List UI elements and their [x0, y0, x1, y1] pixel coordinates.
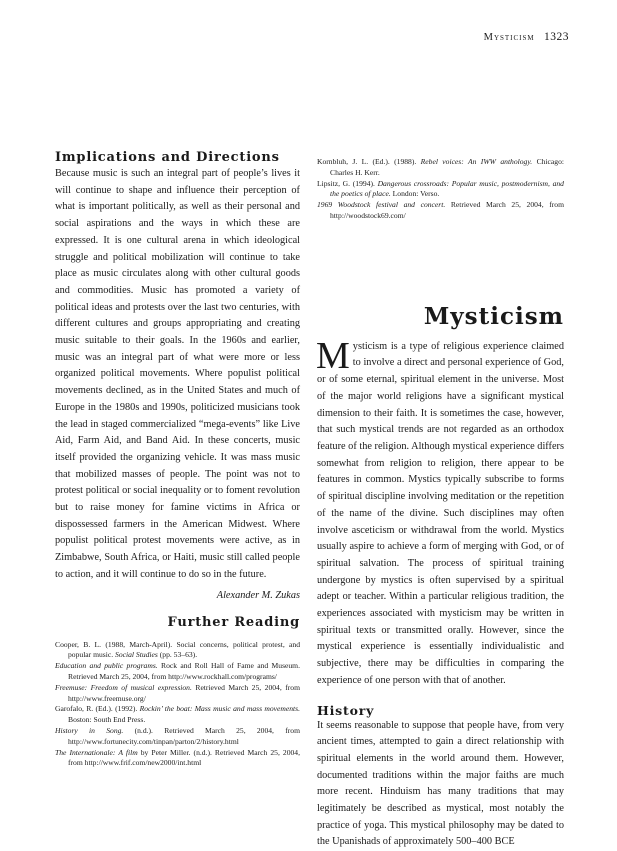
reference-item: Cooper, B. L. (1988, March-April). Social concerns, political protest, and popular music. Social Studies (pp. 53–63).	[55, 639, 300, 660]
reference-item: History in Song. (n.d.). Retrieved March 25, 2004, from http://www.fortunecity.com/tinpan/parton/2/history.html	[55, 725, 300, 746]
left-column	[55, 150, 300, 769]
running-title: Mysticism	[483, 32, 535, 43]
implications-heading: Implications and Directions	[55, 150, 280, 165]
intro-paragraph: Mysticism is a type of religious experience claimed to involve a direct and personal experience of God, or of some eternal, spiritual element in the universe. Most of the major world religions have a significant mystical dimension to their faith. It is sometimes the case, however, that such mystical trends are not regarded as an orthodox feature of the religion. Although mystical experience differs somewhat from religion to religion, there appear to be features in common. Mystics typically subscribe to forms of spiritual discipline involving meditation or the repetition of the name of the divine. Such disciplines may often involve asceticism or withdrawal from the world. Mystics usually aspire to achieve a form of merging with God, or of spiritual salvation. The process of spiritual training undergone by mystics is often supervised by a spiritual adept or teacher. Within a particular religious tradition, the experiences associated with mysticism may be written in spiritual texts or transmitted orally. However, since the mystical experience is essentially individualistic and subjective, there may be difficulties in comparing the experience of one person with that of another.	[316, 334, 564, 686]
further-reading-list	[55, 640, 300, 770]
reference-item: Kornbluh, J. L. (Ed.). (1988). Rebel voices: An IWW anthology. Chicago: Charles H. Kerr.	[317, 157, 564, 177]
drop-cap: M	[316, 334, 350, 377]
reference-item: Lipsitz, G. (1994). Dangerous crossroads: Popular music, postmodernism, and the poetics of place. London: Verso.	[317, 178, 564, 199]
further-reading-heading: Further Reading	[167, 614, 300, 630]
right-column	[317, 153, 564, 851]
reference-item: Education and public programs. Rock and Roll Hall of Fame and Museum. Retrieved March 25, 2004, from http://www.rockhall.com/programs/	[55, 661, 300, 681]
implications-paragraph: Because music is such an integral part of people’s lives it will continue to shape and influence their perception of what is important politically, as well as their personal and social aspirations and the ways in which these are expressed. It is one cultural arena in which ideological struggle and political mobilization will continue to take place as music circulates along with other cultural goods and commodities. Music has promoted a variety of political ideas and protests over the last two centuries, with different cultures and groups appropriating and creating music suitable to their goals. In the 1960s and earlier, music was an integral part of what were more or less organized political movements. Where populist political movements declined, as in the United States and much of Europe in the 1980s and 1990s, politicized musicians took the lead in staged commercialized “mega-events” like Live Aid, Farm Aid, and Band Aid. In these concerts, music itself provided the organizing vehicle. It was mass music that mobilized masses of people. The point was not to protest political or social inequality or to foment revolution but to raise money for famine victims in Africa or dispossessed farmers in the American Midwest. Where populist political protest movements were active, as in Zimbabwe, South Africa, or Haiti, music still called people to action, and it will continue to do so in the future.	[55, 168, 300, 580]
running-header	[484, 31, 569, 43]
page-number: 1323	[544, 31, 569, 43]
reference-item: The Internationale: A film by Peter Miller. (n.d.). Retrieved March 25, 2004, from http://www.frif.com/new2000/int.html	[55, 747, 300, 768]
history-paragraph: It seems reasonable to suppose that people have, from very ancient times, attempted to gain a direct relationship with spiritual elements in the world around them. However, documented traditions within the major faiths are much more recent. Hinduism has many traditions that may legitimately be described as mystical, most notably the practice of yoga. This mystical philosophy may be dated to the Upanishads of approximately 500–400 BCE	[317, 719, 564, 848]
reference-item: Freemuse: Freedom of musical expression. Retrieved March 25, 2004, from http://www.freemuse.org/	[55, 682, 300, 703]
history-heading: History	[317, 702, 375, 718]
reference-item: 1969 Woodstock festival and concert. Retrieved March 25, 2004, from http://woodstock69.com/	[317, 200, 564, 220]
author-signature: Alexander M. Zukas	[216, 589, 300, 601]
further-reading-list-continued	[317, 157, 564, 222]
reference-item: Garofalo, R. (Ed.). (1992). Rockin’ the boat: Mass music and mass movements. Boston: South End Press.	[55, 704, 300, 725]
article-title: Mysticism	[423, 302, 564, 330]
